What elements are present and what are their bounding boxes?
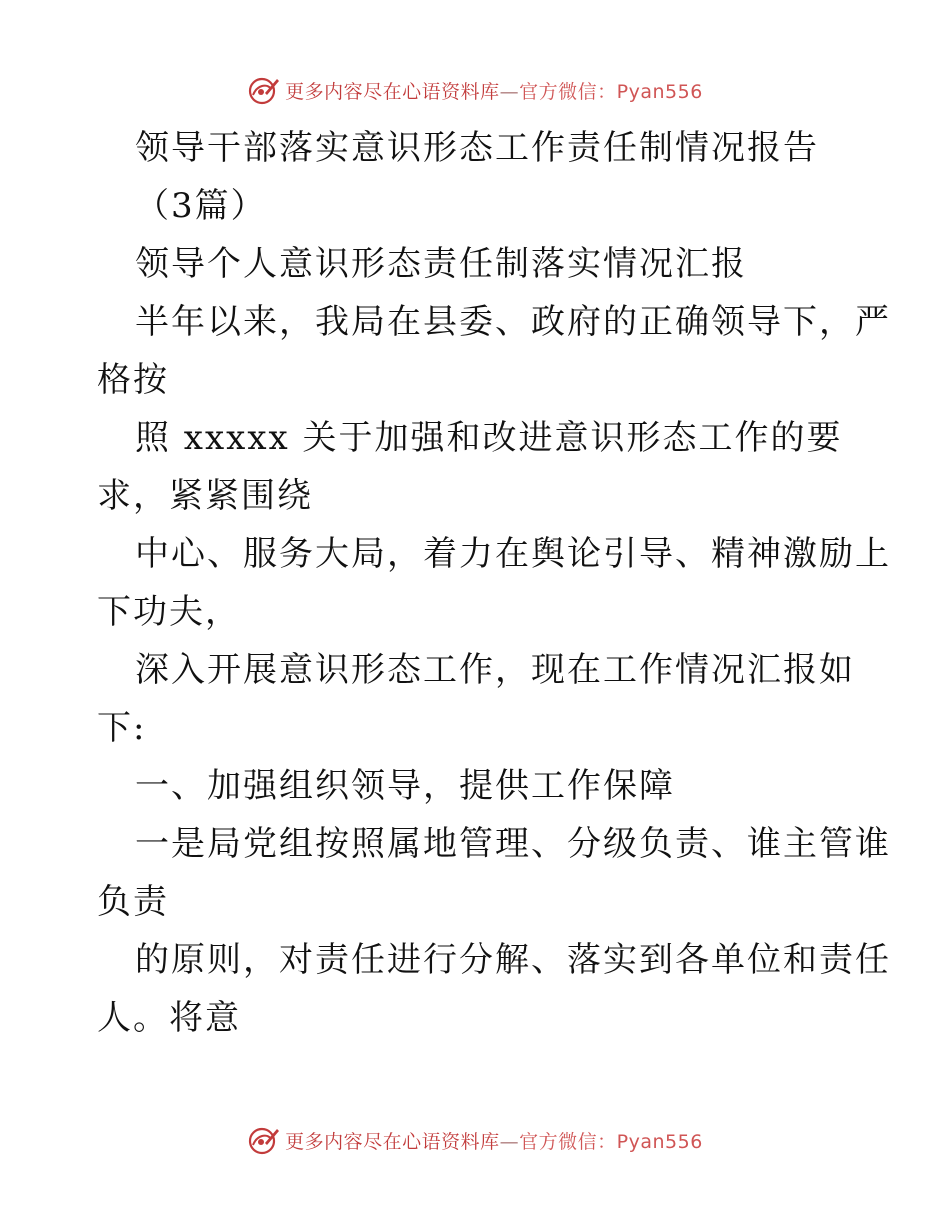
paragraph-line: 一是局党组按照属地管理、分级负责、谁主管谁	[135, 824, 891, 864]
watermark-separator: —	[499, 80, 520, 103]
section-heading: 领导个人意识形态责任制落实情况汇报	[135, 244, 747, 284]
watermark-text	[285, 1127, 703, 1154]
paragraph-line: 负责	[97, 882, 169, 922]
paragraph-line: 深入开展意识形态工作，现在工作情况汇报如	[135, 650, 855, 690]
watermark-text	[285, 77, 703, 104]
pen-swirl-logo-icon	[247, 73, 281, 107]
watermark-wechat: 官方微信：Pyan556	[519, 1130, 703, 1153]
paragraph-line: 的原则，对责任进行分解、落实到各单位和责任	[135, 940, 891, 980]
paragraph-line: 中心、服务大局，着力在舆论引导、精神激励上	[135, 534, 891, 574]
document-title: 领导干部落实意识形态工作责任制情况报告	[135, 128, 819, 168]
watermark-main: 更多内容尽在心语资料库	[285, 80, 500, 103]
paragraph-line: 下功夫，	[97, 592, 241, 632]
watermark-banner-bottom	[0, 1120, 950, 1160]
paragraph-line: 格按	[97, 360, 169, 400]
paragraph-line: 人。将意	[97, 998, 241, 1038]
paragraph-line: 半年以来，我局在县委、政府的正确领导下，严	[135, 302, 891, 342]
watermark-banner-top	[0, 70, 950, 110]
paragraph-line: 下:	[97, 708, 147, 748]
subsection-heading: 一、加强组织领导，提供工作保障	[135, 766, 675, 806]
watermark-separator: —	[499, 1130, 520, 1153]
paragraph-line: 求，紧紧围绕	[97, 476, 313, 516]
pen-swirl-logo-icon	[247, 1123, 281, 1157]
paragraph-line: 照 xxxxx 关于加强和改进意识形态工作的要	[135, 418, 843, 458]
document-subtitle: （3篇）	[135, 186, 267, 226]
watermark-wechat: 官方微信：Pyan556	[519, 80, 703, 103]
watermark-main: 更多内容尽在心语资料库	[285, 1130, 500, 1153]
